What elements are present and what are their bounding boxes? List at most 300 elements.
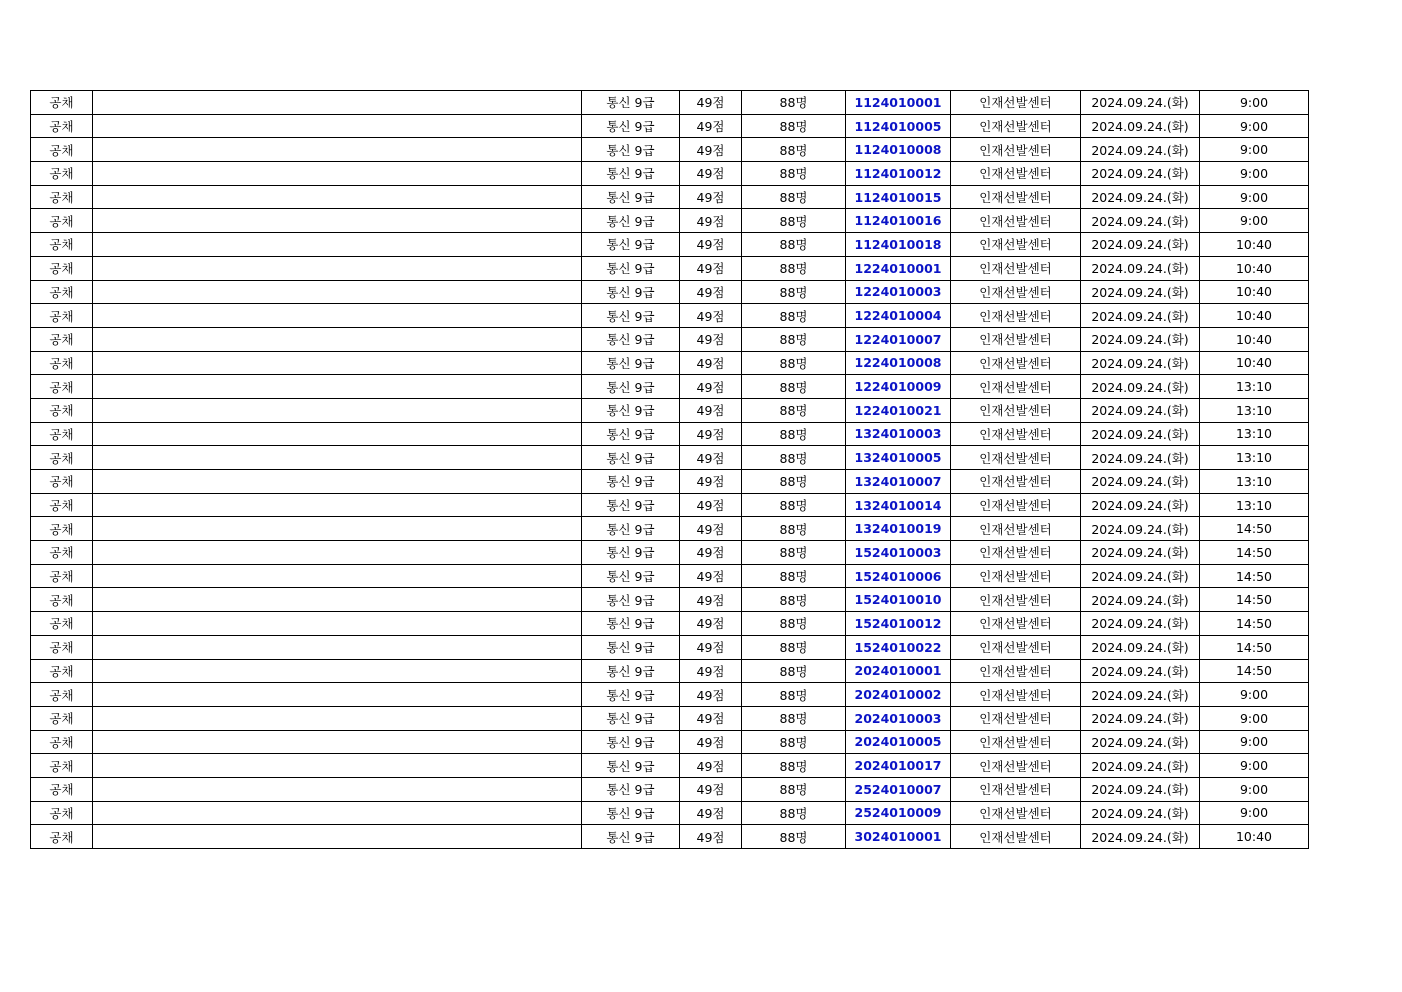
name-cell: [93, 564, 582, 588]
applicant-count-cell: 88명: [742, 233, 846, 257]
cutoff-score-cell: 49점: [680, 493, 742, 517]
venue-cell: 인재선발센터: [951, 422, 1081, 446]
table-row: [31, 327, 1309, 351]
applicant-count-cell: 88명: [742, 114, 846, 138]
table-row: [31, 256, 1309, 280]
applicant-count-cell: 88명: [742, 304, 846, 328]
exam-category-cell: 통신 9급: [582, 541, 680, 565]
exam-category-cell: 통신 9급: [582, 730, 680, 754]
recruitment-type-cell: 공채: [31, 162, 93, 186]
exam-time-cell: 9:00: [1200, 114, 1309, 138]
applicant-count-cell: 88명: [742, 683, 846, 707]
name-cell: [93, 706, 582, 730]
exam-date-cell: 2024.09.24.(화): [1081, 185, 1200, 209]
cutoff-score-cell: 49점: [680, 233, 742, 257]
exam-number-cell: 1524010006: [846, 564, 951, 588]
recruitment-type-cell: 공채: [31, 612, 93, 636]
name-cell: [93, 801, 582, 825]
recruitment-type-cell: 공채: [31, 280, 93, 304]
exam-number-cell: 2024010001: [846, 659, 951, 683]
venue-cell: 인재선발센터: [951, 162, 1081, 186]
recruitment-type-cell: 공채: [31, 825, 93, 849]
venue-cell: 인재선발센터: [951, 280, 1081, 304]
recruitment-type-cell: 공채: [31, 777, 93, 801]
exam-date-cell: 2024.09.24.(화): [1081, 730, 1200, 754]
recruitment-type-cell: 공채: [31, 564, 93, 588]
venue-cell: 인재선발센터: [951, 493, 1081, 517]
cutoff-score-cell: 49점: [680, 777, 742, 801]
name-cell: [93, 114, 582, 138]
exam-number-cell: 1524010012: [846, 612, 951, 636]
recruitment-type-cell: 공채: [31, 446, 93, 470]
exam-number-cell: 1324010005: [846, 446, 951, 470]
applicant-count-cell: 88명: [742, 612, 846, 636]
exam-category-cell: 통신 9급: [582, 517, 680, 541]
exam-category-cell: 통신 9급: [582, 825, 680, 849]
recruitment-type-cell: 공채: [31, 209, 93, 233]
name-cell: [93, 327, 582, 351]
venue-cell: 인재선발센터: [951, 612, 1081, 636]
exam-time-cell: 9:00: [1200, 730, 1309, 754]
exam-date-cell: 2024.09.24.(화): [1081, 659, 1200, 683]
exam-number-cell: 1224010001: [846, 256, 951, 280]
exam-number-cell: 1224010008: [846, 351, 951, 375]
exam-date-cell: 2024.09.24.(화): [1081, 256, 1200, 280]
exam-date-cell: 2024.09.24.(화): [1081, 541, 1200, 565]
venue-cell: 인재선발센터: [951, 825, 1081, 849]
cutoff-score-cell: 49점: [680, 754, 742, 778]
table-row: [31, 422, 1309, 446]
exam-date-cell: 2024.09.24.(화): [1081, 280, 1200, 304]
recruitment-type-cell: 공채: [31, 138, 93, 162]
recruitment-type-cell: 공채: [31, 588, 93, 612]
exam-date-cell: 2024.09.24.(화): [1081, 588, 1200, 612]
venue-cell: 인재선발센터: [951, 517, 1081, 541]
cutoff-score-cell: 49점: [680, 564, 742, 588]
venue-cell: 인재선발센터: [951, 683, 1081, 707]
recruitment-type-cell: 공채: [31, 256, 93, 280]
exam-time-cell: 14:50: [1200, 541, 1309, 565]
applicant-count-cell: 88명: [742, 706, 846, 730]
exam-date-cell: 2024.09.24.(화): [1081, 304, 1200, 328]
venue-cell: 인재선발센터: [951, 351, 1081, 375]
cutoff-score-cell: 49점: [680, 351, 742, 375]
exam-category-cell: 통신 9급: [582, 91, 680, 115]
table-row: [31, 517, 1309, 541]
venue-cell: 인재선발센터: [951, 470, 1081, 494]
exam-category-cell: 통신 9급: [582, 280, 680, 304]
applicant-count-cell: 88명: [742, 185, 846, 209]
cutoff-score-cell: 49점: [680, 375, 742, 399]
cutoff-score-cell: 49점: [680, 209, 742, 233]
exam-time-cell: 9:00: [1200, 706, 1309, 730]
applicant-count-cell: 88명: [742, 635, 846, 659]
exam-number-cell: 1224010009: [846, 375, 951, 399]
applicant-count-cell: 88명: [742, 351, 846, 375]
exam-category-cell: 통신 9급: [582, 185, 680, 209]
exam-category-cell: 통신 9급: [582, 612, 680, 636]
exam-number-cell: 2024010002: [846, 683, 951, 707]
recruitment-type-cell: 공채: [31, 730, 93, 754]
cutoff-score-cell: 49점: [680, 185, 742, 209]
applicant-count-cell: 88명: [742, 754, 846, 778]
exam-date-cell: 2024.09.24.(화): [1081, 91, 1200, 115]
cutoff-score-cell: 49점: [680, 138, 742, 162]
applicant-count-cell: 88명: [742, 825, 846, 849]
cutoff-score-cell: 49점: [680, 541, 742, 565]
exam-category-cell: 통신 9급: [582, 256, 680, 280]
exam-number-cell: 1124010018: [846, 233, 951, 257]
recruitment-type-cell: 공채: [31, 185, 93, 209]
recruitment-type-cell: 공채: [31, 398, 93, 422]
exam-time-cell: 13:10: [1200, 375, 1309, 399]
cutoff-score-cell: 49점: [680, 706, 742, 730]
exam-time-cell: 9:00: [1200, 209, 1309, 233]
exam-date-cell: 2024.09.24.(화): [1081, 564, 1200, 588]
cutoff-score-cell: 49점: [680, 114, 742, 138]
applicant-count-cell: 88명: [742, 209, 846, 233]
name-cell: [93, 233, 582, 257]
exam-date-cell: 2024.09.24.(화): [1081, 612, 1200, 636]
cutoff-score-cell: 49점: [680, 825, 742, 849]
cutoff-score-cell: 49점: [680, 683, 742, 707]
exam-date-cell: 2024.09.24.(화): [1081, 470, 1200, 494]
exam-number-cell: 1124010005: [846, 114, 951, 138]
applicant-count-cell: 88명: [742, 470, 846, 494]
table-row: [31, 612, 1309, 636]
table-row: [31, 564, 1309, 588]
exam-date-cell: 2024.09.24.(화): [1081, 493, 1200, 517]
exam-category-cell: 통신 9급: [582, 706, 680, 730]
cutoff-score-cell: 49점: [680, 801, 742, 825]
exam-category-cell: 통신 9급: [582, 754, 680, 778]
exam-number-cell: 2524010009: [846, 801, 951, 825]
exam-date-cell: 2024.09.24.(화): [1081, 777, 1200, 801]
applicant-count-cell: 88명: [742, 446, 846, 470]
exam-category-cell: 통신 9급: [582, 162, 680, 186]
name-cell: [93, 659, 582, 683]
recruitment-type-cell: 공채: [31, 304, 93, 328]
exam-number-cell: 1124010012: [846, 162, 951, 186]
exam-number-cell: 1324010019: [846, 517, 951, 541]
exam-category-cell: 통신 9급: [582, 398, 680, 422]
cutoff-score-cell: 49점: [680, 398, 742, 422]
exam-time-cell: 10:40: [1200, 327, 1309, 351]
exam-category-cell: 통신 9급: [582, 233, 680, 257]
applicant-count-cell: 88명: [742, 398, 846, 422]
applicant-count-cell: 88명: [742, 256, 846, 280]
exam-time-cell: 9:00: [1200, 138, 1309, 162]
venue-cell: 인재선발센터: [951, 185, 1081, 209]
exam-category-cell: 통신 9급: [582, 351, 680, 375]
exam-category-cell: 통신 9급: [582, 493, 680, 517]
name-cell: [93, 470, 582, 494]
name-cell: [93, 777, 582, 801]
table-row: [31, 683, 1309, 707]
name-cell: [93, 493, 582, 517]
exam-number-cell: 2024010017: [846, 754, 951, 778]
name-cell: [93, 185, 582, 209]
exam-date-cell: 2024.09.24.(화): [1081, 327, 1200, 351]
exam-date-cell: 2024.09.24.(화): [1081, 209, 1200, 233]
exam-number-cell: 1324010003: [846, 422, 951, 446]
exam-time-cell: 9:00: [1200, 185, 1309, 209]
table-row: [31, 730, 1309, 754]
name-cell: [93, 541, 582, 565]
exam-date-cell: 2024.09.24.(화): [1081, 517, 1200, 541]
exam-time-cell: 9:00: [1200, 683, 1309, 707]
cutoff-score-cell: 49점: [680, 659, 742, 683]
venue-cell: 인재선발센터: [951, 91, 1081, 115]
exam-category-cell: 통신 9급: [582, 470, 680, 494]
exam-time-cell: 9:00: [1200, 754, 1309, 778]
cutoff-score-cell: 49점: [680, 517, 742, 541]
exam-date-cell: 2024.09.24.(화): [1081, 233, 1200, 257]
venue-cell: 인재선발센터: [951, 375, 1081, 399]
exam-date-cell: 2024.09.24.(화): [1081, 375, 1200, 399]
exam-category-cell: 통신 9급: [582, 422, 680, 446]
venue-cell: 인재선발센터: [951, 706, 1081, 730]
name-cell: [93, 304, 582, 328]
exam-time-cell: 14:50: [1200, 612, 1309, 636]
name-cell: [93, 375, 582, 399]
exam-time-cell: 9:00: [1200, 777, 1309, 801]
recruitment-type-cell: 공채: [31, 470, 93, 494]
name-cell: [93, 209, 582, 233]
exam-number-cell: 1324010014: [846, 493, 951, 517]
venue-cell: 인재선발센터: [951, 304, 1081, 328]
cutoff-score-cell: 49점: [680, 635, 742, 659]
table-row: [31, 185, 1309, 209]
recruitment-type-cell: 공채: [31, 683, 93, 707]
applicant-count-cell: 88명: [742, 730, 846, 754]
exam-category-cell: 통신 9급: [582, 209, 680, 233]
exam-number-cell: 2524010007: [846, 777, 951, 801]
exam-time-cell: 14:50: [1200, 588, 1309, 612]
name-cell: [93, 588, 582, 612]
table-row: [31, 493, 1309, 517]
table-row: [31, 233, 1309, 257]
venue-cell: 인재선발센터: [951, 659, 1081, 683]
exam-date-cell: 2024.09.24.(화): [1081, 422, 1200, 446]
table-row: [31, 706, 1309, 730]
table-row: [31, 114, 1309, 138]
exam-time-cell: 13:10: [1200, 470, 1309, 494]
exam-category-cell: 통신 9급: [582, 683, 680, 707]
table-row: [31, 351, 1309, 375]
exam-date-cell: 2024.09.24.(화): [1081, 398, 1200, 422]
cutoff-score-cell: 49점: [680, 256, 742, 280]
exam-date-cell: 2024.09.24.(화): [1081, 801, 1200, 825]
applicant-count-cell: 88명: [742, 517, 846, 541]
table-row: [31, 375, 1309, 399]
cutoff-score-cell: 49점: [680, 304, 742, 328]
exam-time-cell: 13:10: [1200, 422, 1309, 446]
exam-time-cell: 10:40: [1200, 280, 1309, 304]
exam-category-cell: 통신 9급: [582, 138, 680, 162]
exam-time-cell: 14:50: [1200, 517, 1309, 541]
venue-cell: 인재선발센터: [951, 541, 1081, 565]
exam-date-cell: 2024.09.24.(화): [1081, 683, 1200, 707]
exam-date-cell: 2024.09.24.(화): [1081, 114, 1200, 138]
name-cell: [93, 256, 582, 280]
applicant-count-cell: 88명: [742, 91, 846, 115]
exam-number-cell: 1124010001: [846, 91, 951, 115]
exam-number-cell: 1124010008: [846, 138, 951, 162]
name-cell: [93, 517, 582, 541]
venue-cell: 인재선발센터: [951, 209, 1081, 233]
table-row: [31, 162, 1309, 186]
exam-number-cell: 1524010022: [846, 635, 951, 659]
exam-date-cell: 2024.09.24.(화): [1081, 162, 1200, 186]
recruitment-type-cell: 공채: [31, 493, 93, 517]
applicant-count-cell: 88명: [742, 422, 846, 446]
cutoff-score-cell: 49점: [680, 422, 742, 446]
table-row: [31, 470, 1309, 494]
exam-category-cell: 통신 9급: [582, 446, 680, 470]
exam-category-cell: 통신 9급: [582, 588, 680, 612]
recruitment-type-cell: 공채: [31, 114, 93, 138]
applicant-count-cell: 88명: [742, 375, 846, 399]
venue-cell: 인재선발센터: [951, 754, 1081, 778]
exam-category-cell: 통신 9급: [582, 375, 680, 399]
name-cell: [93, 351, 582, 375]
applicant-count-cell: 88명: [742, 588, 846, 612]
exam-category-cell: 통신 9급: [582, 659, 680, 683]
table-row: [31, 541, 1309, 565]
recruitment-type-cell: 공채: [31, 422, 93, 446]
cutoff-score-cell: 49점: [680, 91, 742, 115]
exam-time-cell: 9:00: [1200, 162, 1309, 186]
applicant-count-cell: 88명: [742, 801, 846, 825]
venue-cell: 인재선발센터: [951, 635, 1081, 659]
name-cell: [93, 91, 582, 115]
name-cell: [93, 280, 582, 304]
exam-date-cell: 2024.09.24.(화): [1081, 706, 1200, 730]
exam-category-cell: 통신 9급: [582, 801, 680, 825]
recruitment-type-cell: 공채: [31, 801, 93, 825]
exam-number-cell: 1524010010: [846, 588, 951, 612]
cutoff-score-cell: 49점: [680, 730, 742, 754]
exam-time-cell: 10:40: [1200, 304, 1309, 328]
venue-cell: 인재선발센터: [951, 730, 1081, 754]
cutoff-score-cell: 49점: [680, 280, 742, 304]
name-cell: [93, 635, 582, 659]
table-row: [31, 304, 1309, 328]
recruitment-type-cell: 공채: [31, 706, 93, 730]
name-cell: [93, 825, 582, 849]
recruitment-type-cell: 공채: [31, 754, 93, 778]
exam-time-cell: 13:10: [1200, 398, 1309, 422]
name-cell: [93, 683, 582, 707]
exam-date-cell: 2024.09.24.(화): [1081, 635, 1200, 659]
exam-time-cell: 13:10: [1200, 446, 1309, 470]
exam-number-cell: 1324010007: [846, 470, 951, 494]
results-table-body: [31, 91, 1309, 849]
recruitment-type-cell: 공채: [31, 233, 93, 257]
exam-number-cell: 1224010004: [846, 304, 951, 328]
name-cell: [93, 162, 582, 186]
exam-time-cell: 10:40: [1200, 825, 1309, 849]
table-row: [31, 280, 1309, 304]
venue-cell: 인재선발센터: [951, 256, 1081, 280]
venue-cell: 인재선발센터: [951, 233, 1081, 257]
table-row: [31, 754, 1309, 778]
exam-category-cell: 통신 9급: [582, 635, 680, 659]
venue-cell: 인재선발센터: [951, 777, 1081, 801]
exam-time-cell: 13:10: [1200, 493, 1309, 517]
exam-date-cell: 2024.09.24.(화): [1081, 351, 1200, 375]
exam-time-cell: 9:00: [1200, 801, 1309, 825]
exam-category-cell: 통신 9급: [582, 304, 680, 328]
table-row: [31, 446, 1309, 470]
exam-number-cell: 1124010015: [846, 185, 951, 209]
table-row: [31, 635, 1309, 659]
name-cell: [93, 138, 582, 162]
exam-number-cell: 3024010001: [846, 825, 951, 849]
applicant-count-cell: 88명: [742, 777, 846, 801]
exam-number-cell: 2024010003: [846, 706, 951, 730]
table-row: [31, 659, 1309, 683]
table-row: [31, 209, 1309, 233]
table-row: [31, 138, 1309, 162]
exam-number-cell: 1124010016: [846, 209, 951, 233]
cutoff-score-cell: 49점: [680, 612, 742, 636]
name-cell: [93, 422, 582, 446]
cutoff-score-cell: 49점: [680, 588, 742, 612]
exam-date-cell: 2024.09.24.(화): [1081, 754, 1200, 778]
exam-time-cell: 9:00: [1200, 91, 1309, 115]
applicant-count-cell: 88명: [742, 138, 846, 162]
recruitment-type-cell: 공채: [31, 375, 93, 399]
exam-category-cell: 통신 9급: [582, 777, 680, 801]
venue-cell: 인재선발센터: [951, 564, 1081, 588]
table-row: [31, 777, 1309, 801]
exam-category-cell: 통신 9급: [582, 564, 680, 588]
applicant-count-cell: 88명: [742, 541, 846, 565]
exam-category-cell: 통신 9급: [582, 114, 680, 138]
applicant-count-cell: 88명: [742, 659, 846, 683]
exam-number-cell: 1224010021: [846, 398, 951, 422]
exam-date-cell: 2024.09.24.(화): [1081, 138, 1200, 162]
cutoff-score-cell: 49점: [680, 162, 742, 186]
venue-cell: 인재선발센터: [951, 801, 1081, 825]
table-row: [31, 825, 1309, 849]
exam-time-cell: 14:50: [1200, 635, 1309, 659]
venue-cell: 인재선발센터: [951, 588, 1081, 612]
exam-time-cell: 10:40: [1200, 233, 1309, 257]
exam-time-cell: 10:40: [1200, 256, 1309, 280]
recruitment-type-cell: 공채: [31, 517, 93, 541]
applicant-count-cell: 88명: [742, 280, 846, 304]
exam-time-cell: 14:50: [1200, 564, 1309, 588]
recruitment-type-cell: 공채: [31, 327, 93, 351]
table-row: [31, 588, 1309, 612]
results-table: [30, 90, 1309, 849]
name-cell: [93, 446, 582, 470]
applicant-count-cell: 88명: [742, 493, 846, 517]
exam-time-cell: 10:40: [1200, 351, 1309, 375]
exam-number-cell: 1224010003: [846, 280, 951, 304]
name-cell: [93, 730, 582, 754]
name-cell: [93, 398, 582, 422]
exam-category-cell: 통신 9급: [582, 327, 680, 351]
table-row: [31, 398, 1309, 422]
applicant-count-cell: 88명: [742, 564, 846, 588]
recruitment-type-cell: 공채: [31, 351, 93, 375]
exam-date-cell: 2024.09.24.(화): [1081, 825, 1200, 849]
cutoff-score-cell: 49점: [680, 327, 742, 351]
